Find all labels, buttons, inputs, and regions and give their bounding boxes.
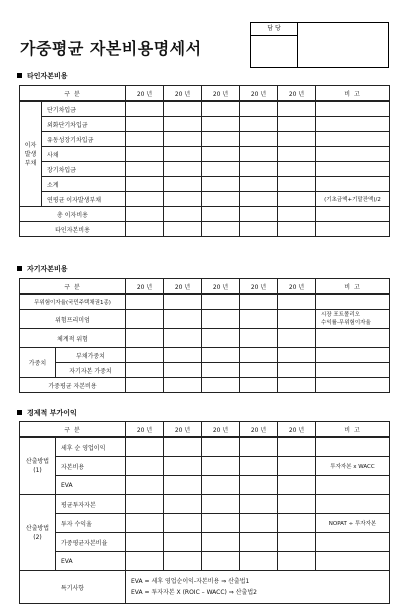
note-line: EVA = 투자자본 X (ROIC – WACC) ⇒ 산출법2 — [131, 589, 257, 596]
section-heading-equity: 자기자본비용 — [17, 264, 68, 274]
remark-roic: NOPAT ÷ 투자자본 — [316, 514, 390, 533]
col-header-category: 구 분 — [20, 86, 126, 102]
debt-cost-table — [19, 85, 390, 237]
page-title: 가중평균 자본비용명세서 — [20, 39, 202, 58]
col-header-year: 20 년 — [202, 279, 240, 295]
row-label: EVA — [56, 476, 126, 495]
eva-table — [19, 421, 390, 604]
row-label: 위험프리미엄 — [20, 310, 126, 329]
row-label: 유동성장기차입금 — [42, 132, 126, 147]
row-label: 타인자본비용 — [20, 222, 126, 237]
remark-premium: 시장 포트폴리오 수익률-무위험이자율 — [316, 310, 390, 329]
group-label-weights: 가중치 — [20, 348, 56, 378]
col-header-year: 20 년 — [202, 422, 240, 438]
row-label: 총 이자비용 — [20, 207, 126, 222]
col-header-remark: 비 고 — [316, 86, 390, 102]
row-label: 투자 수익율 — [56, 514, 126, 533]
col-header-year: 20 년 — [240, 279, 278, 295]
remark-capital-cost: 투자자본 x WACC — [316, 457, 390, 476]
row-label: 부채가중치 — [56, 348, 126, 363]
row-label: 단기차입금 — [42, 101, 126, 117]
col-header-year: 20 년 — [126, 422, 164, 438]
col-header-category: 구 분 — [20, 422, 126, 438]
col-header-remark: 비 고 — [316, 422, 390, 438]
row-label: 사채 — [42, 147, 126, 162]
row-label-notes: 특기사항 — [20, 571, 126, 604]
section-heading-debt: 타인자본비용 — [17, 71, 68, 81]
col-header-year: 20 년 — [126, 279, 164, 295]
group-label-method-2: 산출방법 (2) — [20, 495, 56, 571]
col-header-remark: 비 고 — [316, 279, 390, 295]
square-bullet-icon — [17, 73, 22, 78]
row-label: 평균투자자본 — [56, 495, 126, 514]
row-label: EVA — [56, 552, 126, 571]
approval-box — [250, 22, 389, 68]
equity-cost-table — [19, 278, 390, 393]
notes-cell — [126, 571, 390, 604]
row-label: 장기차입금 — [42, 162, 126, 177]
row-label: 자본비용 — [56, 457, 126, 476]
col-header-year: 20 년 — [240, 422, 278, 438]
col-header-year: 20 년 — [240, 86, 278, 102]
row-label: 연평균 이자발생부채 — [42, 192, 126, 207]
row-label: 세후 순 영업이익 — [56, 437, 126, 457]
section-heading-eva: 경제적 부가이익 — [17, 408, 77, 418]
col-header-year: 20 년 — [202, 86, 240, 102]
row-label: 소계 — [42, 177, 126, 192]
row-label: 가중평균 자본비용 — [20, 378, 126, 393]
col-header-year: 20 년 — [278, 86, 316, 102]
col-header-year: 20 년 — [278, 422, 316, 438]
col-header-category: 구 분 — [20, 279, 126, 295]
row-label: 외화단기차입금 — [42, 117, 126, 132]
row-label: 무위험이자율(국민주택채권1종) — [20, 294, 126, 310]
approval-signature-cell[interactable] — [251, 36, 298, 67]
note-line: EVA = 세후 영업순이익-자본비용 ⇒ 산출법1 — [131, 578, 250, 585]
col-header-year: 20 년 — [164, 422, 202, 438]
col-header-year: 20 년 — [126, 86, 164, 102]
square-bullet-icon — [17, 266, 22, 271]
approval-header: 담 당 — [251, 23, 298, 36]
col-header-year: 20 년 — [164, 86, 202, 102]
col-header-year: 20 년 — [164, 279, 202, 295]
group-label-interest-debt: 이자 발생 부채 — [20, 101, 42, 207]
row-label: 가중평균자본비율 — [56, 533, 126, 552]
row-label: 체계적 위험 — [20, 329, 126, 348]
group-label-method-1: 산출방법 (1) — [20, 437, 56, 495]
remark-average: (기초금액+기말잔액)/2 — [316, 192, 390, 207]
square-bullet-icon — [17, 410, 22, 415]
col-header-year: 20 년 — [278, 279, 316, 295]
row-label: 자기자본 가중치 — [56, 363, 126, 378]
